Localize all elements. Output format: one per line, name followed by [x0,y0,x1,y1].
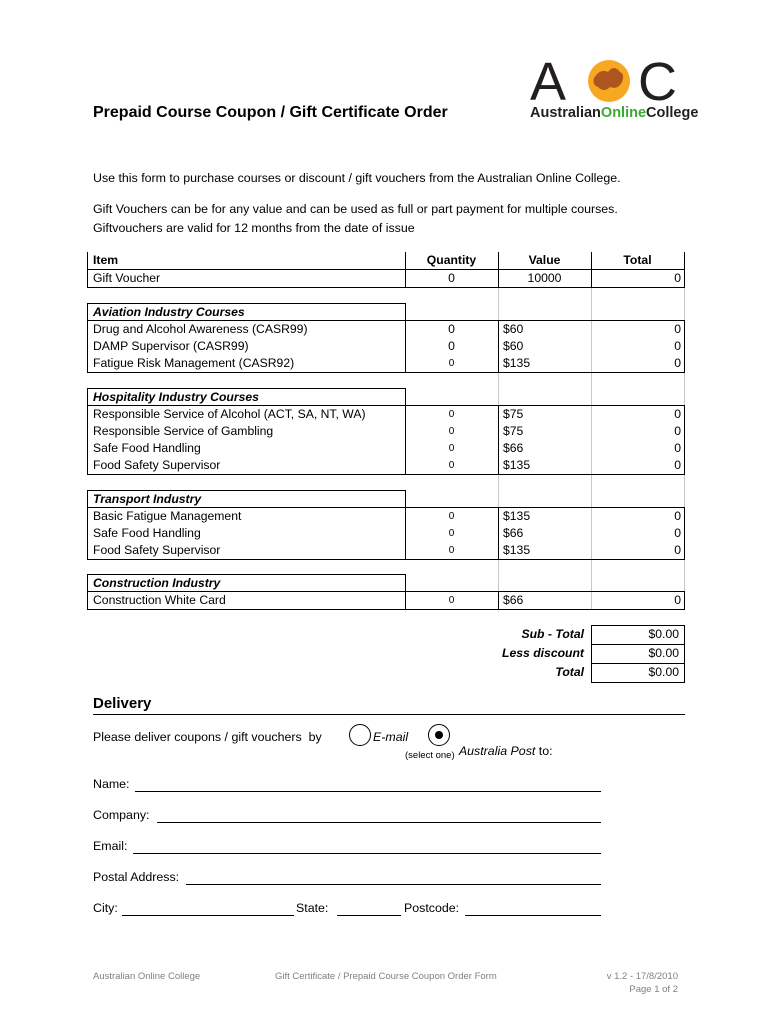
gift-voucher-value[interactable]: 10000 [527,271,562,285]
course-total: 0 [674,339,681,353]
course-name: Responsible Service of Gambling [93,424,274,438]
intro-line-2: Gift Vouchers can be for any value and can be used as full or part payment for multiple courses. [93,202,618,216]
course-qty[interactable]: 0 [448,460,455,471]
delivery-prompt: Please deliver coupons / gift vouchers by [93,730,322,744]
course-total: 0 [674,509,681,523]
logo [528,50,699,128]
city-field[interactable] [122,915,294,916]
course-total: 0 [674,593,681,607]
radio-selected-dot [435,731,443,739]
section-heading-hospitality: Hospitality Industry Courses [93,390,259,404]
course-value: $75 [503,424,524,438]
discount-value: $0.00 [648,646,679,660]
email-field[interactable] [133,853,601,854]
section-heading-transport: Transport Industry [93,492,202,506]
grand-total-label: Total [555,665,584,679]
post-radio[interactable] [428,724,450,746]
course-total: 0 [674,356,681,370]
name-field[interactable] [135,791,601,792]
course-name: Fatigue Risk Management (CASR92) [93,356,295,370]
discount-label: Less discount [502,646,584,660]
intro-line-1: Use this form to purchase courses or discount / gift vouchers from the Australian Online College. [93,171,621,185]
course-qty[interactable]: 0 [448,339,455,353]
select-hint: (select one) [405,750,455,761]
section-heading-construction: Construction Industry [93,576,221,590]
course-name: Drug and Alcohol Awareness (CASR99) [93,322,308,336]
state-field[interactable] [337,915,401,916]
course-total: 0 [674,441,681,455]
course-value: $60 [503,322,524,336]
col-value-header: Value [528,253,561,267]
col-item-header: Item [93,253,119,267]
course-value: $135 [503,458,531,472]
city-label: City: [93,901,118,915]
footer-center: Gift Certificate / Prepaid Course Coupon Order Form [275,971,497,982]
course-total: 0 [674,526,681,540]
course-total: 0 [674,543,681,557]
logo-letter-c: C [638,52,677,106]
delivery-to-text: to: [535,744,553,758]
course-total: 0 [674,424,681,438]
course-name: Safe Food Handling [93,441,201,455]
course-qty[interactable]: 0 [448,426,455,437]
course-total: 0 [674,458,681,472]
state-label: State: [296,901,329,915]
email-label: Email: [93,839,128,853]
course-value: $66 [503,526,524,540]
course-qty[interactable]: 0 [448,409,455,420]
course-value: $135 [503,543,531,557]
post-option-label: Australia Post [458,744,536,758]
email-radio[interactable] [349,724,371,746]
course-qty[interactable]: 0 [448,443,455,454]
course-qty[interactable]: 0 [448,528,455,539]
postcode-label: Postcode: [404,901,460,915]
course-qty[interactable]: 0 [448,595,455,606]
course-name: Construction White Card [93,593,226,607]
email-option-label[interactable]: E-mail [373,730,409,744]
course-value: $66 [503,593,524,607]
gift-voucher-label: Gift Voucher [93,271,161,285]
intro-line-3: Giftvouchers are valid for 12 months from the date of issue [93,221,415,235]
logo-letter-a: A [530,52,567,106]
grand-total-value: $0.00 [648,665,679,679]
logo-wordmark: AustralianOnlineCollege [530,105,699,121]
course-qty[interactable]: 0 [448,511,455,522]
course-value: $75 [503,407,524,421]
address-field[interactable] [186,884,601,885]
col-total-header: Total [623,253,652,267]
course-qty[interactable]: 0 [448,545,455,556]
course-name: Responsible Service of Alcohol (ACT, SA, NT, WA) [93,407,366,421]
subtotal-value: $0.00 [648,627,679,641]
course-name: Food Safety Supervisor [93,543,221,557]
course-total: 0 [674,322,681,336]
course-total: 0 [674,407,681,421]
company-label: Company: [93,808,150,822]
page-title: Prepaid Course Coupon / Gift Certificate Order [93,104,448,121]
address-label: Postal Address: [93,870,180,884]
course-name: Food Safety Supervisor [93,458,221,472]
footer-left: Australian Online College [93,971,201,982]
col-quantity-header: Quantity [426,253,477,267]
name-label: Name: [93,777,130,791]
post-option[interactable] [452,730,553,758]
subtotal-label: Sub - Total [521,627,584,641]
course-value: $135 [503,356,531,370]
gift-voucher-qty[interactable]: 0 [448,271,455,285]
course-value: $66 [503,441,524,455]
course-value: $135 [503,509,531,523]
logo-mark-icon [528,50,688,106]
course-qty[interactable]: 0 [448,322,455,336]
course-name: Safe Food Handling [93,526,201,540]
course-qty[interactable]: 0 [448,358,455,369]
section-heading-aviation: Aviation Industry Courses [93,305,245,319]
delivery-heading: Delivery [93,695,152,712]
footer-version: v 1.2 - 17/8/2010 [606,971,678,982]
postcode-field[interactable] [465,915,601,916]
course-name: DAMP Supervisor (CASR99) [93,339,249,353]
course-name: Basic Fatigue Management [93,509,242,523]
footer-page: Page 1 of 2 [629,984,678,995]
gift-voucher-total: 0 [674,271,681,285]
company-field[interactable] [157,822,601,823]
course-value: $60 [503,339,524,353]
